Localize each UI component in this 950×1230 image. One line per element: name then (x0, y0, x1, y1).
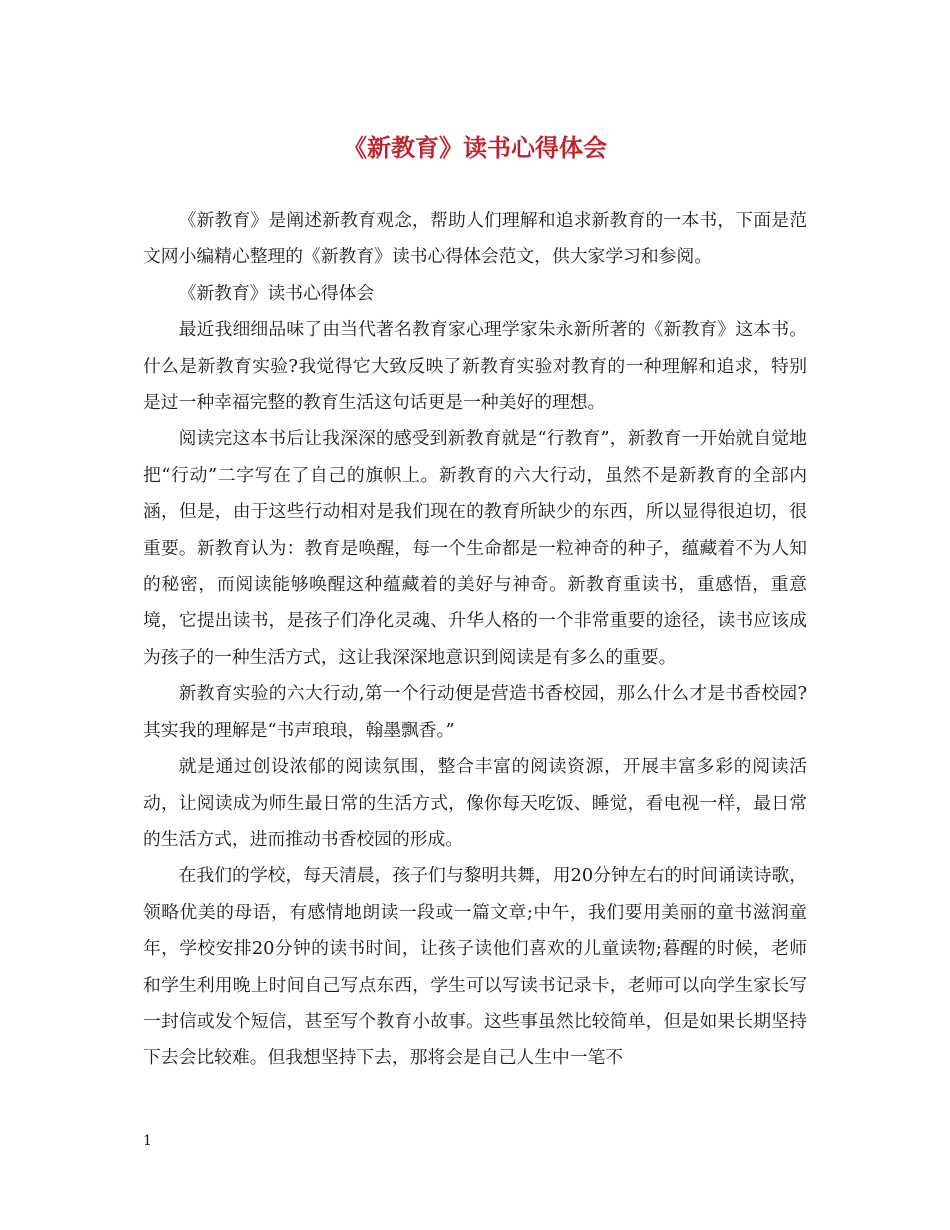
paragraph: 最近我细细品味了由当代著名教育家心理学家朱永新所著的《新教育》这本书。什么是新教育实验?我觉得它大致反映了新教育实验对教育的一种理解和追求，特别是过一种幸福完整的教育生活这句话更是一种美好的理想。 (143, 319, 807, 414)
paragraph: 阅读完这本书后让我深深的感受到新教育就是“行教育”，新教育一开始就自觉地把“行动”二字写在了自己的旗帜上。新教育的六大行动，虽然不是新教育的全部内涵，但是，由于这些行动相对是我们现在的教育所缺少的东西，所以显得很迫切，很重要。新教育认为：教育是唤醒，每一个生命都是一粒神奇的种子，蕴藏着不为人知的秘密，而阅读能够唤醒这种蕴藏着的美好与神奇。新教育重读书，重感悟，重意境，它提出读书，是孩子们净化灵魂、升华人格的一个非常重要的途径，读书应该成为孩子的一种生活方式，这让我深深地意识到阅读是有多么的重要。 (143, 428, 807, 668)
paragraph-intro: 《新教育》是阐述新教育观念，帮助人们理解和追求新教育的一本书，下面是范文网小编精心整理的《新教育》读书心得体会范文，供大家学习和参阅。 (143, 210, 807, 268)
page-number: 1 (143, 1133, 152, 1149)
document-title: 《新教育》读书心得体会 (343, 133, 607, 162)
paragraph: 在我们的学校，每天清晨，孩子们与黎明共舞，用20分钟左右的时间诵读诗歌，领略优美的母语，有感情地朗读一段或一篇文章;中午，我们要用美丽的童书滋润童年，学校安排20分钟的读书时间，让孩子读他们喜欢的儿童读物;暮醒的时候，老师和学生利用晚上时间自己写点东西，学生可以写读书记录卡，老师可以向学生家长写一封信或发个短信，甚至写个教育小故事。这些事虽然比较简单，但是如果长期坚持下去会比较难。但我想坚持下去，那将会是自己人生中一笔不 (143, 865, 807, 1069)
document-body (143, 203, 807, 1077)
paragraph: 新教育实验的六大行动,第一个行动便是营造书香校园，那么什么才是书香校园?其实我的理解是“书声琅琅，翰墨飘香。” (143, 683, 807, 741)
paragraph: 就是通过创设浓郁的阅读氛围，整合丰富的阅读资源，开展丰富多彩的阅读活动，让阅读成为师生最日常的生活方式，像你每天吃饭、睡觉，看电视一样，最日常的生活方式，进而推动书香校园的形成。 (143, 756, 807, 850)
paragraph-subtitle: 《新教育》读书心得体会 (178, 282, 375, 304)
